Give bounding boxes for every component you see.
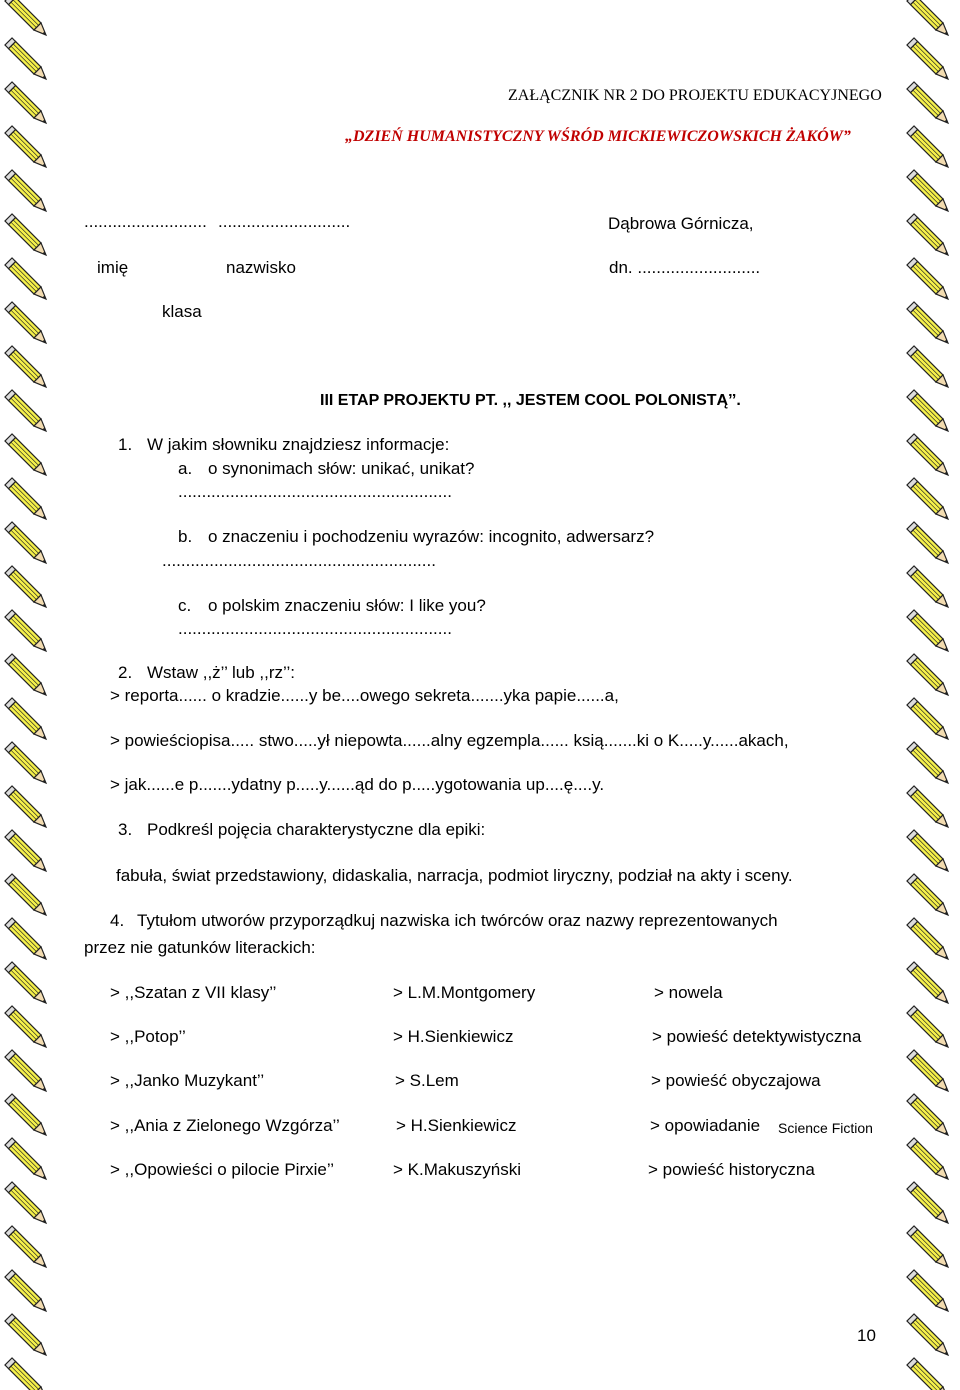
pencil-icon: [5, 82, 50, 127]
pencil-icon: [907, 786, 952, 831]
pencil-icon: [5, 302, 50, 347]
pencil-icon: [907, 1094, 952, 1139]
task2-text: Wstaw ,,ż’’ lub ,,rz’’:: [147, 663, 295, 682]
task4-genre-2: > powieść detektywistyczna: [652, 1027, 862, 1046]
pencil-icon: [907, 962, 952, 1007]
pencil-icon: [907, 1270, 952, 1315]
pencil-icon: [907, 434, 952, 479]
task1-c-text: o polskim znaczeniu słów: I like you?: [208, 596, 486, 615]
pencil-icon: [907, 346, 952, 391]
page-number: 10: [857, 1326, 876, 1345]
task3-number: 3.: [118, 820, 133, 839]
task4-genre-1: > nowela: [654, 983, 723, 1002]
task1-c-letter: c.: [178, 596, 192, 615]
pencil-icon: [907, 0, 952, 39]
pencil-icon: [907, 522, 952, 567]
task1-number: 1.: [118, 435, 133, 454]
task4-genre-3: > powieść obyczajowa: [651, 1071, 821, 1090]
date-label: dn. ..........................: [609, 258, 761, 277]
task4-author-2: > H.Sienkiewicz: [393, 1027, 514, 1046]
pencil-icon: [907, 1314, 952, 1359]
task1-b-letter: b.: [178, 527, 193, 546]
task4-title-3: > ,,Janko Muzykant’’: [110, 1071, 265, 1090]
task4-number: 4.: [110, 911, 125, 930]
task1-a-text: o synonimach słów: unikać, unikat?: [208, 459, 475, 478]
task4-text-line2: przez nie gatunków literackich:: [84, 938, 316, 957]
pencil-icon: [5, 0, 50, 39]
task4-author-1: > L.M.Montgomery: [393, 983, 536, 1002]
task1-a-answer: ..........................................................: [178, 482, 452, 501]
pencil-icon: [5, 1182, 50, 1227]
pencil-icon: [907, 170, 952, 215]
pencil-icon: [907, 1226, 952, 1271]
pencil-border-right: [902, 0, 960, 1390]
name-label: imię: [97, 258, 129, 277]
project-title: „DZIEŃ HUMANISTYCZNY WŚRÓD MICKIEWICZOWSKICH ŻAKÓW”: [345, 128, 851, 145]
pencil-icon: [907, 1182, 952, 1227]
pencil-icon: [907, 38, 952, 83]
pencil-icon: [907, 82, 952, 127]
city-label: Dąbrowa Górnicza,: [608, 214, 754, 233]
class-label: klasa: [162, 302, 202, 321]
task2-line2: > powieściopisa..... stwo.....ył niepowta......alny egzempla...... ksią.......ki o K.....y......akach,: [110, 731, 789, 750]
pencil-icon: [907, 566, 952, 611]
pencil-icon: [5, 786, 50, 831]
pencil-icon: [907, 390, 952, 435]
annex-heading: ZAŁĄCZNIK NR 2 DO PROJEKTU EDUKACYJNEGO: [508, 87, 882, 104]
task2-number: 2.: [118, 663, 133, 682]
name-dots: ..........................: [84, 212, 207, 231]
pencil-icon: [907, 698, 952, 743]
task4-author-5: > K.Makuszyński: [393, 1160, 522, 1179]
pencil-icon: [5, 1358, 50, 1390]
pencil-icon: [907, 742, 952, 787]
task1-a-letter: a.: [178, 459, 193, 478]
surname-dots: ............................: [218, 212, 351, 231]
pencil-icon: [5, 918, 50, 963]
task4-genre-4: > opowiadanie: [650, 1116, 761, 1135]
pencil-icon: [907, 1006, 952, 1051]
pencil-icon: [5, 170, 50, 215]
pencil-icon: [5, 698, 50, 743]
pencil-icon: [907, 830, 952, 875]
task4-author-4: > H.Sienkiewicz: [396, 1116, 517, 1135]
pencil-icon: [5, 874, 50, 919]
task4-title-4: > ,,Ania z Zielonego Wzgórza’’: [110, 1116, 340, 1135]
pencil-icon: [907, 126, 952, 171]
pencil-icon: [5, 346, 50, 391]
pencil-icon: [907, 1050, 952, 1095]
pencil-icon: [5, 654, 50, 699]
task4-title-5: > ,,Opowieści o pilocie Pirxie’’: [110, 1160, 335, 1179]
pencil-icon: [5, 126, 50, 171]
pencil-icon: [907, 874, 952, 919]
surname-label: nazwisko: [226, 258, 296, 277]
pencil-icon: [5, 390, 50, 435]
task1-c-answer: ..........................................................: [178, 619, 452, 638]
task3-options: fabuła, świat przedstawiony, didaskalia, narracja, podmiot liryczny, podział na akty i sceny.: [116, 866, 793, 885]
pencil-icon: [907, 918, 952, 963]
pencil-icon: [5, 1050, 50, 1095]
task4-author-3: > S.Lem: [395, 1071, 459, 1090]
task1-text: W jakim słowniku znajdziesz informacje:: [147, 435, 450, 454]
pencil-icon: [5, 1270, 50, 1315]
pencil-icon: [5, 830, 50, 875]
pencil-icon: [5, 566, 50, 611]
task4-title-1: > ,,Szatan z VII klasy’’: [110, 983, 277, 1002]
task4-genre-5: > powieść historyczna: [648, 1160, 815, 1179]
task2-line1: > reporta...... o kradzie......y be....owego sekreta.......yka papie......a,: [110, 686, 619, 705]
pencil-icon: [907, 1138, 952, 1183]
pencil-icon: [907, 258, 952, 303]
task1-b-answer: ..........................................................: [162, 551, 436, 570]
pencil-icon: [907, 610, 952, 655]
task4-text-line1: Tytułom utworów przyporządkuj nazwiska ich twórców oraz nazwy reprezentowanych: [137, 911, 778, 930]
task2-line3: > jak......e p.......ydatny p.....y......ąd do p.....ygotowania up....ę....y.: [110, 775, 605, 794]
pencil-icon: [5, 478, 50, 523]
pencil-icon: [5, 1226, 50, 1271]
pencil-border-left: [0, 0, 58, 1390]
pencil-icon: [5, 522, 50, 567]
pencil-icon: [5, 1138, 50, 1183]
pencil-icon: [907, 302, 952, 347]
task3-text: Podkreśl pojęcia charakterystyczne dla epiki:: [147, 820, 486, 839]
pencil-icon: [5, 1314, 50, 1359]
task1-b-text: o znaczeniu i pochodzeniu wyrazów: incognito, adwersarz?: [208, 527, 655, 546]
pencil-icon: [5, 962, 50, 1007]
pencil-icon: [5, 434, 50, 479]
pencil-icon: [907, 1358, 952, 1390]
pencil-icon: [907, 654, 952, 699]
pencil-icon: [5, 1094, 50, 1139]
pencil-icon: [5, 610, 50, 655]
pencil-icon: [5, 214, 50, 259]
pencil-icon: [5, 1006, 50, 1051]
task4-genre-4-suffix: Science Fiction: [778, 1120, 873, 1136]
pencil-icon: [5, 742, 50, 787]
stage-title: III ETAP PROJEKTU PT. ,, JESTEM COOL POLONISTĄ’’.: [320, 392, 741, 409]
pencil-icon: [907, 478, 952, 523]
pencil-icon: [5, 38, 50, 83]
task4-title-2: > ,,Potop’’: [110, 1027, 186, 1046]
pencil-icon: [5, 258, 50, 303]
pencil-icon: [907, 214, 952, 259]
